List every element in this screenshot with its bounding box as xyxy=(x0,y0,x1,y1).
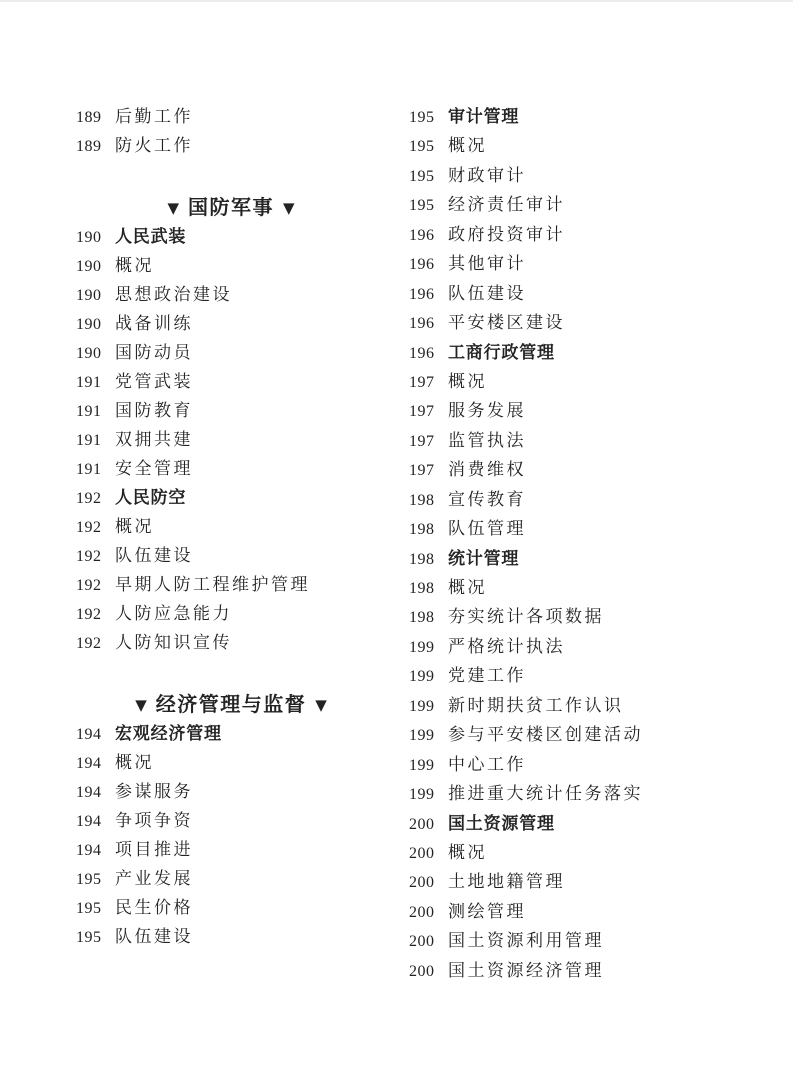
toc-entry xyxy=(409,131,719,160)
toc-entry xyxy=(76,719,386,748)
entry-title: 安全管理 xyxy=(115,459,193,478)
toc-entry xyxy=(76,893,386,922)
entry-page-number: 191 xyxy=(76,403,102,420)
entry-title: 概况 xyxy=(115,517,154,536)
entry-page-number: 195 xyxy=(409,109,435,126)
toc-entry xyxy=(409,632,719,661)
entry-title: 概况 xyxy=(448,842,487,862)
triangle-down-icon: ▼ xyxy=(167,199,179,217)
toc-entry xyxy=(409,396,719,425)
section-header xyxy=(76,692,386,719)
entry-title: 概况 xyxy=(448,578,487,597)
toc-entry xyxy=(409,367,719,396)
entry-title: 服务发展 xyxy=(448,401,526,421)
toc-entry xyxy=(409,720,719,749)
page-top-edge xyxy=(0,0,793,2)
entry-title: 测绘管理 xyxy=(448,901,526,921)
entry-page-number: 191 xyxy=(76,461,102,478)
entry-title: 其他审计 xyxy=(448,254,526,274)
toc-entry xyxy=(76,570,386,599)
entry-title: 产业发展 xyxy=(115,869,193,888)
toc-column-left xyxy=(76,102,386,951)
toc-entry xyxy=(409,249,719,278)
toc-entry xyxy=(409,926,719,955)
entry-page-number: 190 xyxy=(76,258,102,275)
toc-entry xyxy=(76,599,386,628)
toc-entry xyxy=(409,661,719,690)
section-title: 国防军事 xyxy=(188,197,274,219)
entry-page-number: 194 xyxy=(76,784,102,801)
entry-title: 宏观经济管理 xyxy=(115,724,222,743)
toc-entry xyxy=(409,102,719,131)
toc-entry xyxy=(76,835,386,864)
toc-entry xyxy=(409,544,719,573)
entry-title: 政府投资审计 xyxy=(448,224,565,244)
toc-entry xyxy=(76,454,386,483)
entry-title: 国防动员 xyxy=(115,343,193,362)
entry-title: 队伍管理 xyxy=(448,519,526,539)
toc-entry xyxy=(76,222,386,251)
entry-page-number: 198 xyxy=(409,550,435,568)
toc-entry xyxy=(76,806,386,835)
entry-page-number: 195 xyxy=(76,900,102,917)
entry-title: 后勤工作 xyxy=(115,107,193,126)
entry-title: 概况 xyxy=(115,753,154,772)
entry-title: 队伍建设 xyxy=(448,283,526,303)
toc-entry xyxy=(76,483,386,512)
entry-title: 参谋服务 xyxy=(115,782,193,801)
toc-entry xyxy=(409,338,719,367)
entry-title: 财政审计 xyxy=(448,165,526,185)
entry-page-number: 192 xyxy=(76,606,102,623)
toc-entry xyxy=(409,190,719,219)
entry-title: 人防应急能力 xyxy=(115,604,232,623)
entry-page-number: 194 xyxy=(76,726,102,743)
entry-title: 战备训练 xyxy=(115,314,193,333)
entry-title: 人民武装 xyxy=(115,227,187,246)
entry-title: 防火工作 xyxy=(115,136,193,155)
toc-entry xyxy=(76,309,386,338)
toc-entry xyxy=(409,750,719,779)
entry-title: 推进重大统计任务落实 xyxy=(448,784,643,804)
entry-page-number: 192 xyxy=(76,577,102,594)
entry-title: 队伍建设 xyxy=(115,927,193,946)
toc-entry xyxy=(76,338,386,367)
entry-page-number: 195 xyxy=(76,871,102,888)
entry-title: 平安楼区建设 xyxy=(448,313,565,333)
entry-title: 新时期扶贫工作认识 xyxy=(448,695,624,715)
entry-page-number: 191 xyxy=(76,374,102,391)
toc-entry xyxy=(76,864,386,893)
toc-entry xyxy=(409,514,719,543)
section-header xyxy=(76,195,386,222)
entry-title: 国土资源经济管理 xyxy=(448,960,604,980)
entry-page-number: 197 xyxy=(409,462,435,480)
entry-page-number: 200 xyxy=(409,933,435,951)
entry-page-number: 190 xyxy=(76,316,102,333)
entry-page-number: 197 xyxy=(409,403,435,421)
entry-page-number: 200 xyxy=(409,903,435,921)
entry-title: 概况 xyxy=(115,256,154,275)
entry-title: 严格统计执法 xyxy=(448,636,565,656)
toc-entry xyxy=(76,425,386,454)
toc-entry xyxy=(76,777,386,806)
toc-entry xyxy=(409,220,719,249)
triangle-down-icon: ▼ xyxy=(283,199,295,217)
toc-entry xyxy=(76,131,386,160)
entry-title: 思想政治建设 xyxy=(115,285,232,304)
entry-title: 争项争资 xyxy=(115,811,193,830)
entry-page-number: 200 xyxy=(409,874,435,892)
entry-page-number: 192 xyxy=(76,490,102,507)
toc-entry xyxy=(76,541,386,570)
entry-title: 队伍建设 xyxy=(115,546,193,565)
entry-title: 概况 xyxy=(448,136,487,156)
triangle-down-icon: ▼ xyxy=(315,696,327,714)
toc-entry xyxy=(76,922,386,951)
toc-entry xyxy=(409,779,719,808)
entry-page-number: 200 xyxy=(409,962,435,980)
toc-entry xyxy=(409,426,719,455)
toc-entry xyxy=(76,367,386,396)
entry-page-number: 189 xyxy=(76,138,102,155)
entry-page-number: 199 xyxy=(409,697,435,715)
entry-page-number: 198 xyxy=(409,609,435,627)
toc-entry xyxy=(76,748,386,777)
entry-title: 人防知识宣传 xyxy=(115,633,232,652)
entry-title: 项目推进 xyxy=(115,840,193,859)
entry-title: 宣传教育 xyxy=(448,489,526,509)
entry-title: 参与平安楼区创建活动 xyxy=(448,725,643,745)
toc-column-right xyxy=(409,102,719,985)
entry-page-number: 199 xyxy=(409,638,435,656)
entry-page-number: 198 xyxy=(409,580,435,597)
entry-page-number: 194 xyxy=(76,813,102,830)
entry-page-number: 195 xyxy=(409,197,435,215)
entry-page-number: 196 xyxy=(409,344,435,362)
entry-page-number: 199 xyxy=(409,786,435,804)
toc-entry xyxy=(76,396,386,425)
entry-title: 土地地籍管理 xyxy=(448,872,565,892)
toc-entry xyxy=(76,280,386,309)
entry-title: 国防教育 xyxy=(115,401,193,420)
entry-page-number: 200 xyxy=(409,815,435,833)
toc-entry xyxy=(409,809,719,838)
entry-page-number: 192 xyxy=(76,519,102,536)
entry-title: 消费维权 xyxy=(448,460,526,480)
toc-entry xyxy=(409,161,719,190)
entry-title: 国土资源管理 xyxy=(448,813,555,833)
entry-title: 中心工作 xyxy=(448,754,526,774)
entry-page-number: 192 xyxy=(76,548,102,565)
entry-page-number: 190 xyxy=(76,345,102,362)
entry-page-number: 196 xyxy=(409,226,435,244)
entry-page-number: 199 xyxy=(409,668,435,686)
toc-entry xyxy=(409,279,719,308)
entry-page-number: 195 xyxy=(409,138,435,156)
toc-entry xyxy=(409,897,719,926)
entry-page-number: 192 xyxy=(76,635,102,652)
entry-title: 夯实统计各项数据 xyxy=(448,607,604,627)
entry-page-number: 194 xyxy=(76,842,102,859)
entry-title: 概况 xyxy=(448,371,487,391)
entry-page-number: 198 xyxy=(409,521,435,539)
toc-entry xyxy=(76,102,386,131)
toc-entry xyxy=(409,956,719,985)
entry-page-number: 196 xyxy=(409,256,435,274)
toc-entry xyxy=(409,455,719,484)
toc-entry xyxy=(409,485,719,514)
entry-page-number: 197 xyxy=(409,432,435,450)
entry-title: 双拥共建 xyxy=(115,430,193,449)
entry-title: 审计管理 xyxy=(448,107,520,126)
entry-page-number: 190 xyxy=(76,287,102,304)
entry-page-number: 196 xyxy=(409,315,435,333)
toc-entry xyxy=(409,308,719,337)
entry-title: 经济责任审计 xyxy=(448,195,565,215)
entry-title: 统计管理 xyxy=(448,548,520,568)
entry-page-number: 195 xyxy=(409,167,435,185)
entry-title: 工商行政管理 xyxy=(448,342,555,362)
entry-page-number: 191 xyxy=(76,432,102,449)
entry-page-number: 189 xyxy=(76,109,102,126)
entry-page-number: 197 xyxy=(409,373,435,391)
entry-page-number: 196 xyxy=(409,285,435,303)
triangle-down-icon: ▼ xyxy=(135,696,147,714)
entry-page-number: 198 xyxy=(409,491,435,509)
entry-title: 民生价格 xyxy=(115,898,193,917)
entry-title: 党管武装 xyxy=(115,372,193,391)
toc-entry xyxy=(409,602,719,631)
toc-entry xyxy=(409,573,719,602)
entry-title: 早期人防工程维护管理 xyxy=(115,575,310,594)
entry-title: 国土资源利用管理 xyxy=(448,931,604,951)
entry-page-number: 194 xyxy=(76,755,102,772)
section-title: 经济管理与监督 xyxy=(155,694,307,716)
toc-entry xyxy=(409,838,719,867)
entry-page-number: 200 xyxy=(409,844,435,862)
toc-entry xyxy=(76,628,386,657)
entry-title: 人民防空 xyxy=(115,488,187,507)
entry-page-number: 199 xyxy=(409,727,435,745)
entry-title: 监管执法 xyxy=(448,430,526,450)
entry-page-number: 199 xyxy=(409,756,435,774)
entry-page-number: 195 xyxy=(76,929,102,946)
entry-page-number: 190 xyxy=(76,229,102,246)
toc-entry xyxy=(76,251,386,280)
toc-entry xyxy=(409,867,719,896)
toc-entry xyxy=(76,512,386,541)
entry-title: 党建工作 xyxy=(448,666,526,686)
toc-entry xyxy=(409,691,719,720)
